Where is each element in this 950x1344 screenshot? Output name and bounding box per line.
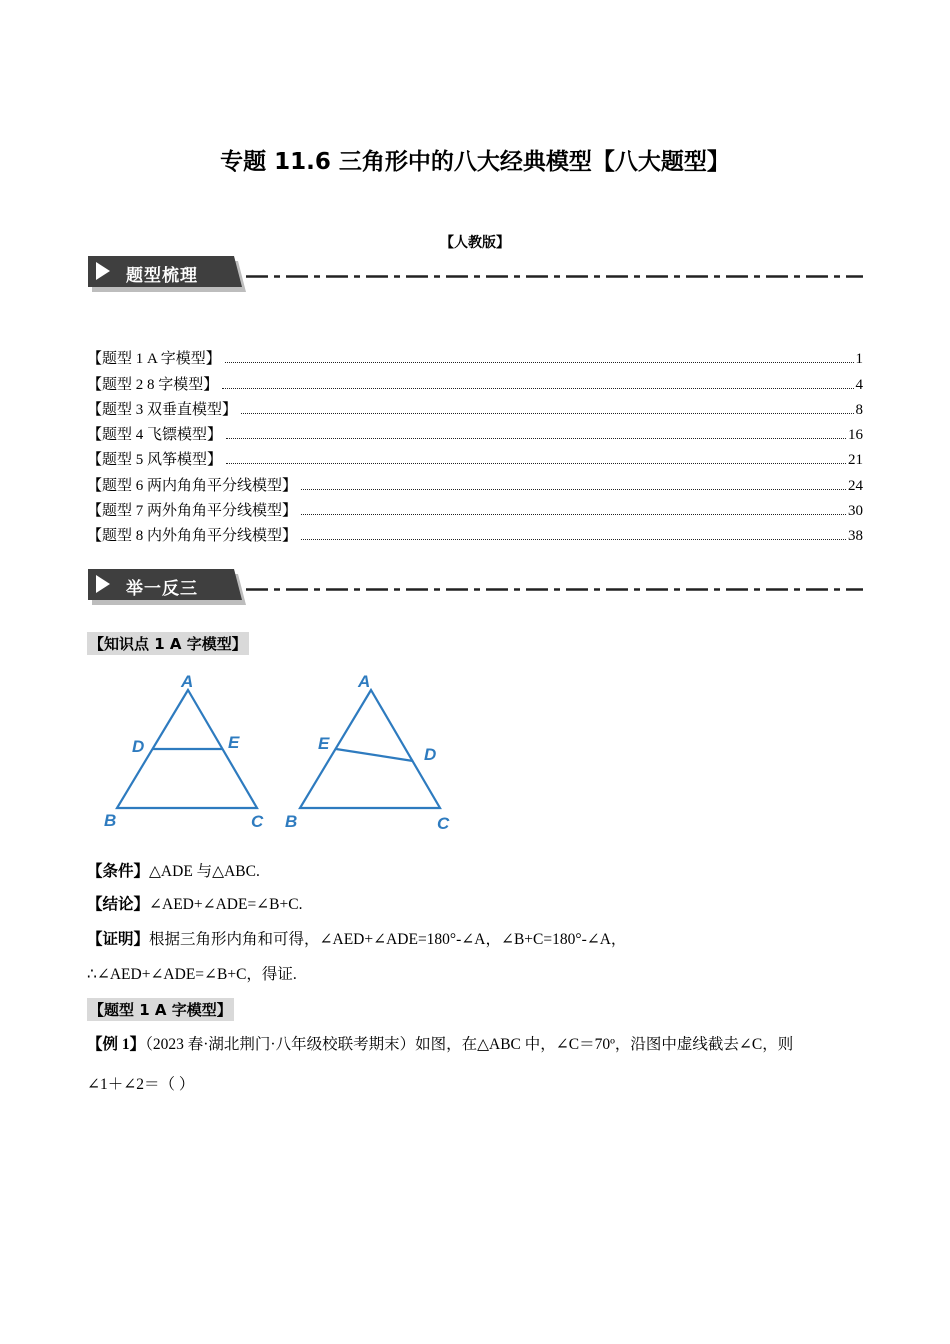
condition-line: 【条件】△ADE 与△ABC. bbox=[87, 863, 260, 880]
toc-item[interactable]: 【题型 1 A 字模型】 1 bbox=[87, 351, 863, 368]
point-label: D bbox=[132, 737, 145, 756]
toc-item[interactable]: 【题型 5 风筝模型】 21 bbox=[87, 452, 863, 469]
dash-dot-divider bbox=[246, 588, 863, 591]
section-banner-examples bbox=[88, 569, 863, 605]
toc-item[interactable]: 【题型 6 两内角角平分线模型】 24 bbox=[87, 477, 863, 494]
point-label: E bbox=[228, 733, 240, 752]
toc-item[interactable]: 【题型 7 两外角角平分线模型】 30 bbox=[87, 503, 863, 520]
proof-conclusion-line: ∴∠AED+∠ADE=∠B+C，得证. bbox=[87, 966, 297, 983]
point-label: A bbox=[358, 672, 371, 691]
point-label: D bbox=[424, 745, 437, 764]
toc-item[interactable]: 【题型 3 双垂直模型】 8 bbox=[87, 401, 863, 418]
knowledge-point-heading: 【知识点 1 A 字模型】 bbox=[87, 632, 249, 655]
conclusion-line: 【结论】∠AED+∠ADE=∠B+C. bbox=[87, 896, 303, 913]
point-label: B bbox=[104, 811, 117, 830]
point-label: B bbox=[285, 812, 298, 831]
question-type-heading: 【题型 1 A 字模型】 bbox=[87, 998, 234, 1021]
banner-label: 题型梳理 bbox=[126, 266, 198, 286]
example-1-formula: ∠1＋∠2＝（ ） bbox=[87, 1076, 195, 1093]
banner-label: 举一反三 bbox=[126, 579, 198, 599]
toc-item[interactable]: 【题型 4 飞镖模型】 16 bbox=[87, 427, 863, 444]
toc-item[interactable]: 【题型 8 内外角角平分线模型】 38 bbox=[87, 528, 863, 545]
point-label: E bbox=[318, 734, 330, 753]
proof-line: 【证明】根据三角形内角和可得，∠AED+∠ADE=180°-∠A，∠B+C=180°-∠A， bbox=[87, 931, 627, 948]
toc-item[interactable]: 【题型 2 8 字模型】 4 bbox=[87, 376, 863, 393]
segment-ed-right bbox=[336, 749, 413, 761]
a-shape-model-figure bbox=[95, 668, 465, 838]
edition-label: 【人教版】 bbox=[440, 235, 510, 251]
dash-dot-divider bbox=[246, 275, 863, 278]
page-title: 专题 11.6 三角形中的八大经典模型【八大题型】 bbox=[220, 149, 730, 175]
point-label: C bbox=[251, 812, 264, 831]
point-label: A bbox=[181, 672, 194, 691]
table-of-contents bbox=[87, 343, 863, 545]
section-banner-outline bbox=[88, 256, 863, 292]
example-1-text: 【例 1】（2023 春·湖北荆门·八年级校联考期末）如图，在△ABC 中，∠C＝70º，沿图中虚线截去∠C，则 bbox=[87, 1036, 794, 1053]
point-label: C bbox=[437, 814, 450, 833]
